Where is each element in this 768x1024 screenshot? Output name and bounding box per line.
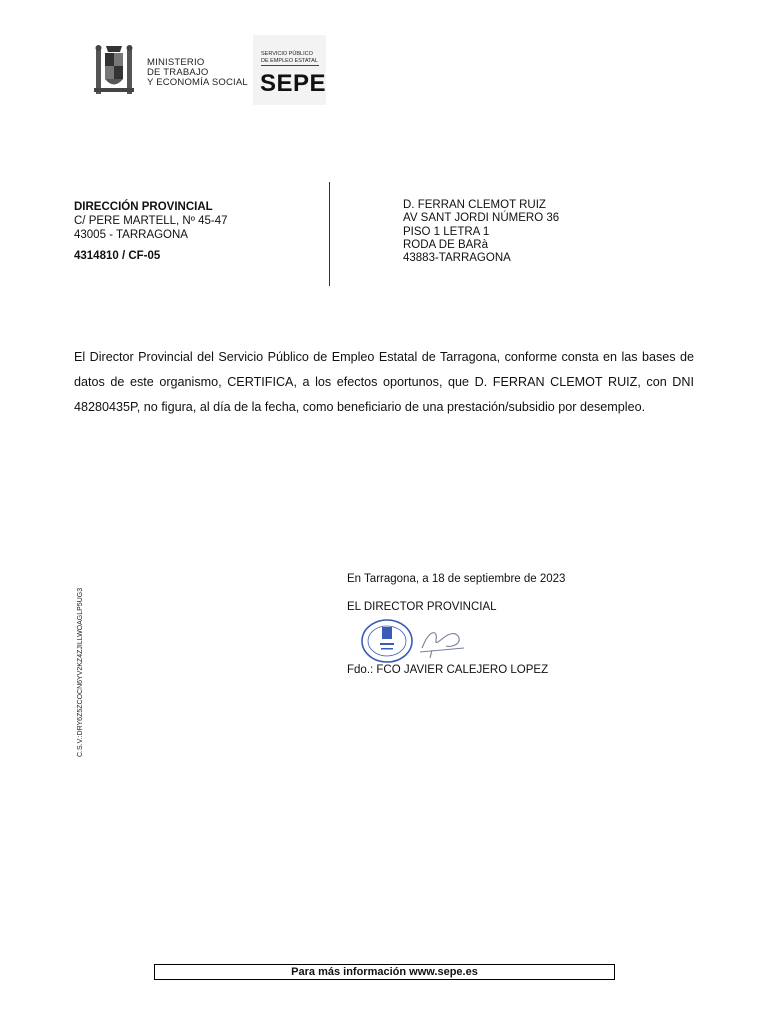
recipient-line: AV SANT JORDI NÚMERO 36: [403, 212, 560, 225]
ministry-line: Y ECONOMÍA SOCIAL: [147, 77, 248, 88]
recipient-line: 43883-TARRAGONA: [403, 252, 511, 265]
place-date: En Tarragona, a 18 de septiembre de 2023: [347, 573, 566, 585]
recipient-line: RODA DE BARà: [403, 238, 488, 251]
sepe-acronym: SEPE: [260, 70, 327, 97]
official-stamp-signature: [360, 618, 470, 664]
sender-reference: 4314810 / CF-05: [74, 250, 161, 262]
ministry-line: MINISTERIO: [147, 57, 205, 68]
sepe-subtitle: [261, 51, 318, 64]
ministry-name: [147, 58, 248, 88]
ministry-line: DE TRABAJO: [147, 67, 209, 78]
recipient-address: [403, 199, 559, 265]
signed-by: Fdo.: FCO JAVIER CALEJERO LOPEZ: [347, 664, 549, 676]
sender-address: [74, 200, 228, 263]
signer-title: EL DIRECTOR PROVINCIAL: [347, 601, 497, 613]
sender-street: C/ PERE MARTELL, Nº 45-47: [74, 215, 228, 227]
csv-verification-code: C.S.V.:DRY6Z5ZCOCN6YV2KZ4ZJILLWOAGLP5UG3: [77, 587, 84, 757]
recipient-line: PISO 1 LETRA 1: [403, 225, 490, 238]
sepe-subtitle-line: SERVICIO PÚBLICO: [261, 51, 313, 57]
sepe-subtitle-line: DE EMPLEO ESTATAL: [261, 57, 318, 64]
address-divider: [329, 182, 330, 286]
sepe-logo: [253, 35, 326, 105]
recipient-line: D. FERRAN CLEMOT RUIZ: [403, 199, 546, 211]
sender-office: DIRECCIÓN PROVINCIAL: [74, 201, 213, 213]
footer-info: Para más información www.sepe.es: [154, 964, 615, 980]
sepe-divider: [261, 65, 319, 66]
certificate-body: El Director Provincial del Servicio Público de Empleo Estatal de Tarragona, conforme consta en las bases de datos de este organismo, CERTIFICA, a los efectos oportunos, que D. FERRAN CLEMOT RUIZ, con DNI 48280435P, no figura, al día de la fecha, como beneficiario de una prestación/subsidio por desempleo.: [74, 350, 694, 414]
sender-city: 43005 - TARRAGONA: [74, 229, 188, 241]
coat-of-arms-logo: [92, 40, 136, 100]
